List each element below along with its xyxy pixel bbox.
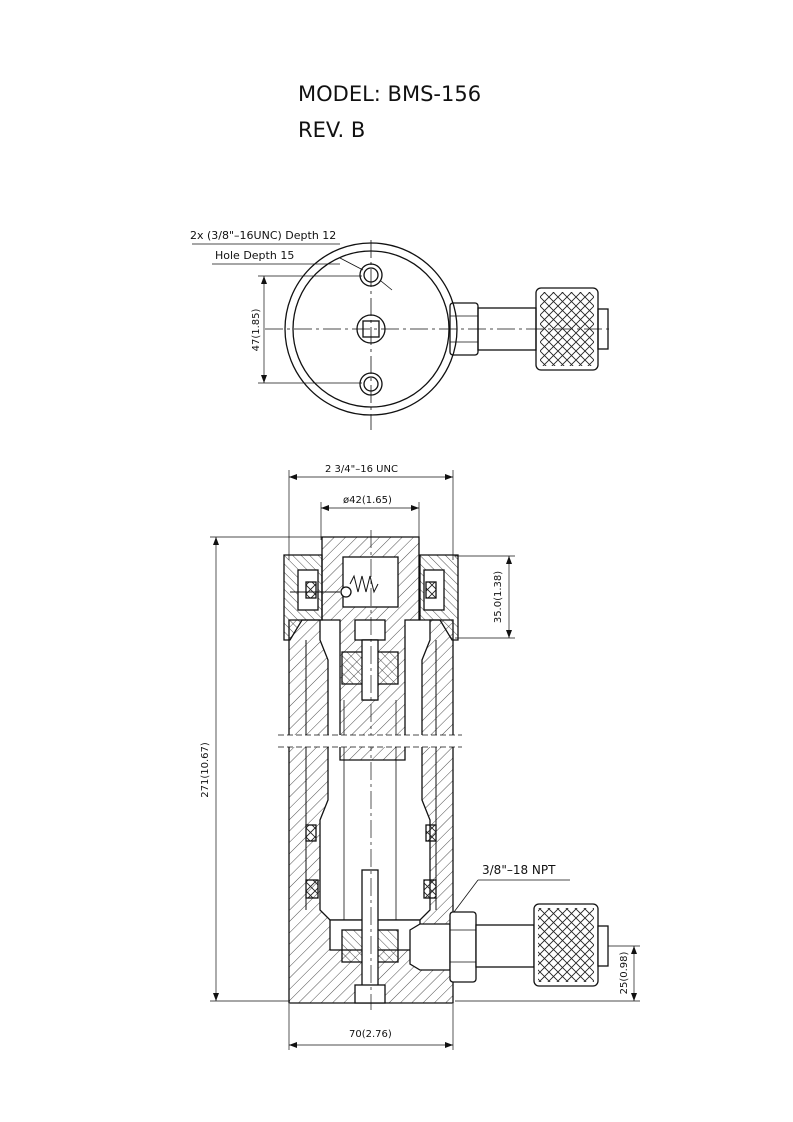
- top-view: [258, 240, 610, 430]
- collar-height-dimension: 35.0(1.38): [493, 570, 504, 624]
- model-title: MODEL: BMS-156: [298, 82, 482, 106]
- total-height-dimension: 271(10.67): [200, 742, 211, 798]
- hole-spacing-dimension: 47(1.85): [251, 308, 262, 352]
- thread-note: 2x (3/8"–16UNC) Depth 12: [190, 229, 337, 242]
- section-view: [210, 470, 640, 1050]
- revision-label: REV. B: [298, 118, 366, 142]
- body-width-dimension: 70(2.76): [349, 1029, 392, 1040]
- hole-note: Hole Depth 15: [215, 249, 295, 262]
- port-thread-callout: 3/8"–18 NPT: [482, 863, 556, 877]
- port-height-dimension: 25(0.98): [619, 951, 630, 995]
- plunger-diameter-dimension: ø42(1.65): [343, 495, 392, 506]
- thread-dimension: 2 3/4"–16 UNC: [325, 464, 398, 475]
